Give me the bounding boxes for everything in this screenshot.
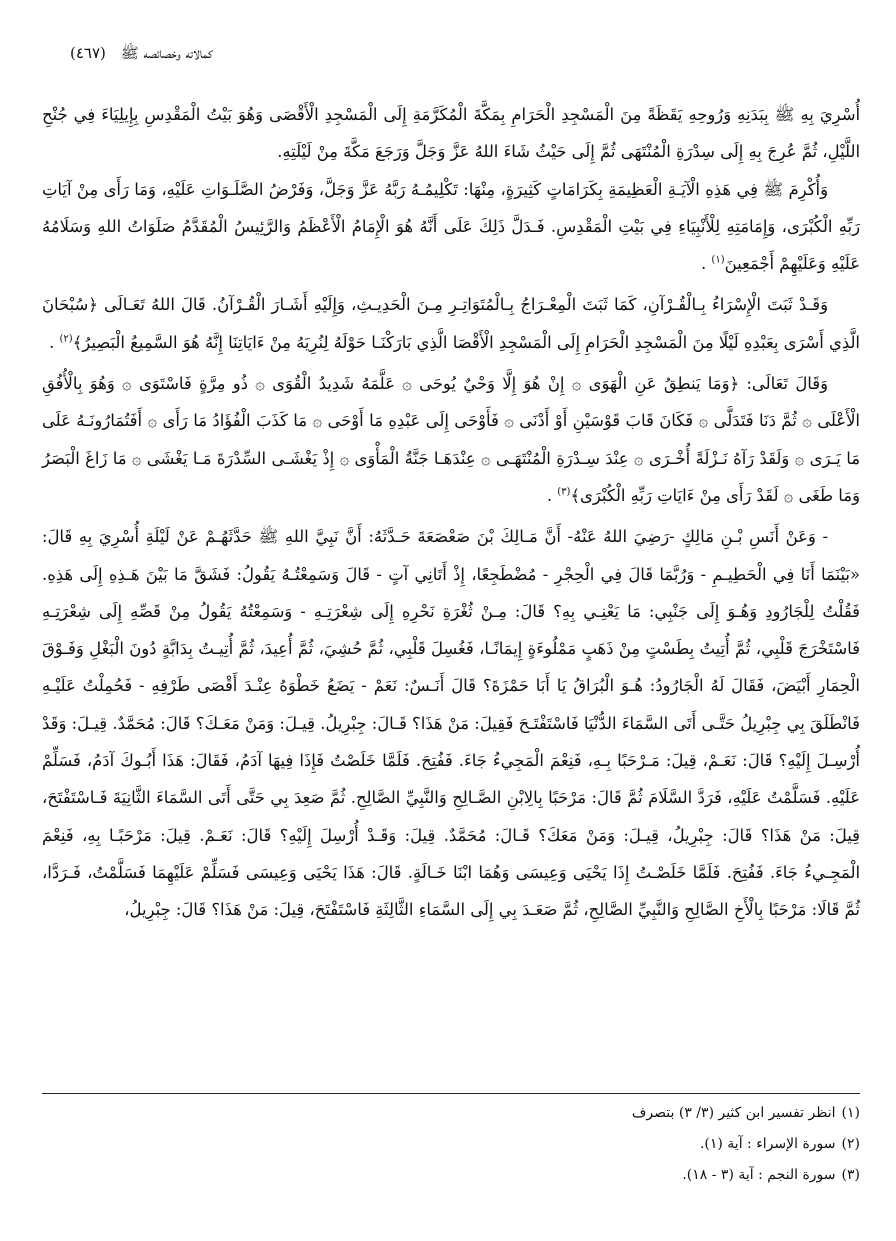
paragraph-text: وَقَـدْ ثَبَتَ الْإِسْرَاءُ بِـالْقُـرْآنِ، كَمَا ثَبَتَ الْمِعْـرَاجُ بِـالْمُتَوَاتِـرِ مِـنَ الْحَدِيـثِ، وَإِلَيْهِ أَشَـارَ الْقُـرْآنُ. قَالَ اللهُ تَعَـالَى ﴿سُبْحَانَ الَّذِي أَسْرَى بِعَبْدِهِ لَيْلًا مِنَ الْمَسْجِدِ الْحَرَامِ إِلَى الْمَسْجِدِ الْأَقْصَا الَّذِي بَارَكْنَـا حَوْلَهُ لِنُرِيَهُ مِنْ ءَايَاتِنَا إِنَّهُ هُوَ السَّمِيعُ الْبَصِيرُ﴾ — [42, 295, 860, 352]
footnote-number: (٢) — [841, 1136, 860, 1152]
footnote-number: (١) — [841, 1105, 860, 1121]
footnote-ref-3[interactable]: (٣) — [557, 486, 571, 498]
footnote-text: انظر تفسير ابن كثير (٣/ ٣) بتصرف — [631, 1105, 836, 1121]
footnote-ref-2[interactable]: (٢) — [59, 333, 73, 345]
paragraph-4 — [42, 365, 860, 514]
paragraph-2 — [42, 171, 860, 283]
main-text — [42, 96, 860, 929]
paragraph-text: - وَعَنْ أَنَسِ بْـنِ مَالِكٍ -رَضِيَ اللهُ عَنْهُ- أَنَّ مَـالِكَ بْنَ صَعْصَعَةَ حَـدَّثَهُ: أَنَّ نَبِيَّ اللهِ ﷺ حَدَّثَهُـمْ عَنْ لَيْلَةِ أُسْرِيَ بِهِ قَالَ: «بَيْنَمَا أَنَا فِي الْحَطِيـمِ - وَرُبَّمَا قَالَ فِي الْحِجْرِ - مُضْطَجِعًا، إِذْ أَتَانِي آتٍ - قَالَ وَسَمِعْتُـهُ يَقُولُ: فَشَقَّ مَا بَيْنَ هَـذِهِ إِلَى هَذِهِ. فَقُلْتُ لِلْجَارُودِ وَهُـوَ إِلَى جَنْبِي: مَا يَعْنِـي بِهِ؟ قَالَ: مِـنْ ثُغْرَةِ نَحْرِهِ إِلَى شِعْرَتِـهِ - وَسَمِعْتُهُ يَقُولُ مِنْ قَصِّهِ إِلَى شِعْرَتِـهِ فَاسْتَخْرَجَ قَلْبِي، ثُمَّ أُتِيتُ بِطَسْتٍ مِنْ ذَهَبٍ مَمْلُوءَةٍ إِيمَانًـا، فَغُسِلَ قَلْبِي، ثُمَّ حُشِيَ، ثُمَّ أُعِيدَ، ثُمَّ أُتِيـتُ بِدَابَّةٍ دُونَ الْبَغْلِ وَفَـوْقَ الْحِمَارِ أَبْيَضَ، فَقَالَ لَهُ الْجَارُودُ: هُـوَ الْبُرَاقُ يَا أَبَا حَمْزَةَ؟ قَالَ أَنَـسٌ: نَعَمْ - يَضَعُ خَطْوَهُ عِنْـدَ أَقْصَى طَرْفِهِ - فَحُمِلْتُ عَلَيْـهِ فَانْطَلَقَ بِي جِبْرِيلُ حَتَّـى أَتَى السَّمَاءَ الدُّنْيَا فَاسْتَفْتَـحَ فَقِيلَ: مَنْ هَذَا؟ قَـالَ: جِبْرِيلُ. قِيـلَ: وَمَنْ مَعَـكَ؟ قَالَ: مُحَمَّدٌ. قِيـلَ: وَقَدْ أُرْسِـلَ إِلَيْهِ؟ قَالَ: نَعَـمْ، قِيلَ: مَـرْحَبًا بِـهِ، فَنِعْمَ الْمَجِيءُ جَاءَ. فَفُتِحَ. فَلَمَّا خَلَصْتُ فَإِذَا فِيهَا آدَمُ، فَقَالَ: هَذَا أَبُـوكَ آدَمُ، فَسَلِّمْ عَلَيْهِ. فَسَلَّمْتُ عَلَيْهِ، فَرَدَّ السَّلَامَ ثُمَّ قَالَ: مَرْحَبًا بِالِابْنِ الصَّـالِحِ وَالنَّبِيِّ الصَّالِحِ. ثُمَّ صَعِدَ بِي حَتَّى أَتَى السَّمَاءَ الثَّانِيَةَ فَـاسْتَفْتَحَ، قِيلَ: مَنْ هَذَا؟ قَالَ: جِبْرِيلُ، قِيـلَ: وَمَنْ مَعَكَ؟ قَـالَ: مُحَمَّدٌ. قِيلَ: وَقَـدْ أُرْسِلَ إِلَيْهِ؟ قَالَ: نَعَـمْ. قِيلَ: مَرْحَبًـا بِهِ، فَنِعْمَ الْمَجِـيءُ جَاءَ. فَفُتِحَ. فَلَمَّا خَلَصْـتُ إِذَا يَحْيَى وَعِيسَى وَهُمَا ابْنَا خَـالَةٍ. قَالَ: هَذَا يَحْيَى وَعِيسَى فَسَلِّمْ عَلَيْهِمَا فَسَلَّمْتُ، فَـرَدَّا، ثُمَّ قَالَا: مَرْحَبًا بِالْأَخِ الصَّالِحِ وَالنَّبِيِّ الصَّالِحِ، ثُمَّ صَعَـدَ بِي إِلَى السَّمَاءِ الثَّالِثَةِ فَاسْتَفْتَحَ، قِيلَ: مَنْ هَذَا؟ قَالَ: جِبْرِيلُ، — [42, 527, 861, 920]
paragraph-tail: . — [701, 254, 712, 274]
footnote-3 — [42, 1160, 860, 1191]
paragraph-3 — [42, 286, 860, 361]
footnote-text: سورة النجم : آية (٣ - ١٨). — [682, 1167, 836, 1183]
paragraph-tail: . — [49, 332, 60, 352]
footnote-2 — [42, 1129, 860, 1160]
paragraph-5 — [42, 518, 860, 928]
paragraph-text: أُسْرِيَ بِهِ ﷺ بِبَدَنِهِ وَرُوحِهِ يَقَظَةً مِنَ الْمَسْجِدِ الْحَرَامِ بِمَكَّةَ الْمُكَرَّمَةِ إِلَى الْمَسْجِدِ الْأَقْصَى وَهُوَ بَيْتُ الْمَقْدِسِ بِإِيلِيَاءَ فِي جُنْحِ اللَّيْلِ، ثُمَّ عُرِجَ بِهِ إِلَى سِدْرَةِ الْمُنْتَهَى ثُمَّ إِلَى حَيْثُ شَاءَ اللهُ عَزَّ وَجَلَّ وَرَجَعَ مَكَّةَ مِنْ لَيْلَتِهِ. — [42, 105, 860, 162]
footnote-1 — [42, 1098, 860, 1129]
header-title: كمالاته وخصائصه ﷺ — [120, 44, 213, 62]
footnote-ref-1[interactable]: (١) — [711, 254, 725, 266]
paragraph-tail: . — [546, 485, 558, 505]
footnote-divider — [42, 1093, 860, 1094]
page-number: (٤٦٧) — [70, 44, 106, 62]
running-header — [70, 44, 213, 66]
footnote-text: سورة الإسراء : آية (١). — [699, 1136, 836, 1152]
paragraph-1 — [42, 96, 860, 171]
paragraph-text: وَأُكْرِمَ ﷺ فِي هَذِهِ الْآيَـةِ الْعَظِيمَةِ بِكَرَامَاتٍ كَثِيرَةٍ، مِنْهَا: تَكْلِيمُـهُ رَبَّهُ عَزَّ وَجَلَّ، وَفَرْضُ الصَّلَـوَاتِ عَلَيْهِ، وَمَا رَأَى مِنْ آيَاتِ رَبِّهِ الْكُبْرَى، وَإِمَامَتِهِ لِلْأَنْبِيَاءِ فِي بَيْتِ الْمَقْدِسِ. فَـدَلَّ ذَلِكَ عَلَى أَنَّهُ هُوَ الْإِمَامُ الْأَعْظَمُ وَالرَّئِيسُ الْمُقَدَّمُ صَلَوَاتُ اللهِ وَسَلَامُهُ عَلَيْهِ وَعَلَيْهِمْ أَجْمَعِينَ — [42, 179, 860, 274]
footnote-number: (٣) — [841, 1167, 860, 1183]
paragraph-text: وَقَالَ تَعَالَى: ﴿وَمَا يَنطِقُ عَنِ الْهَوَى ۞ إِنْ هُوَ إِلَّا وَحْيٌ يُوحَى ۞ عَلَّمَهُ شَدِيدُ الْقُوَى ۞ ذُو مِرَّةٍ فَاسْتَوَى ۞ وَهُوَ بِالْأُفُقِ الْأَعْلَى ۞ ثُمَّ دَنَا فَتَدَلَّى ۞ فَكَانَ قَابَ قَوْسَيْنِ أَوْ أَدْنَى ۞ فَأَوْحَى إِلَى عَبْدِهِ مَا أَوْحَى ۞ مَا كَذَبَ الْفُؤَادُ مَا رَأَى ۞ أَفَتُمَارُونَـهُ عَلَى مَا يَـرَى ۞ وَلَقَدْ رَآهُ نَـزْلَةً أُخْـرَى ۞ عِنْدَ سِـدْرَةِ الْمُنْتَهَـى ۞ عِنْدَهَـا جَنَّةُ الْمَأْوَى ۞ إِذْ يَغْشَـى السِّدْرَةَ مَـا يَغْشَى ۞ مَا زَاغَ الْبَصَرُ وَمَا طَغَى ۞ لَقَدْ رَأَى مِنْ ءَايَاتِ رَبِّهِ الْكُبْرَى﴾ — [42, 374, 860, 505]
footnotes — [42, 1098, 860, 1191]
